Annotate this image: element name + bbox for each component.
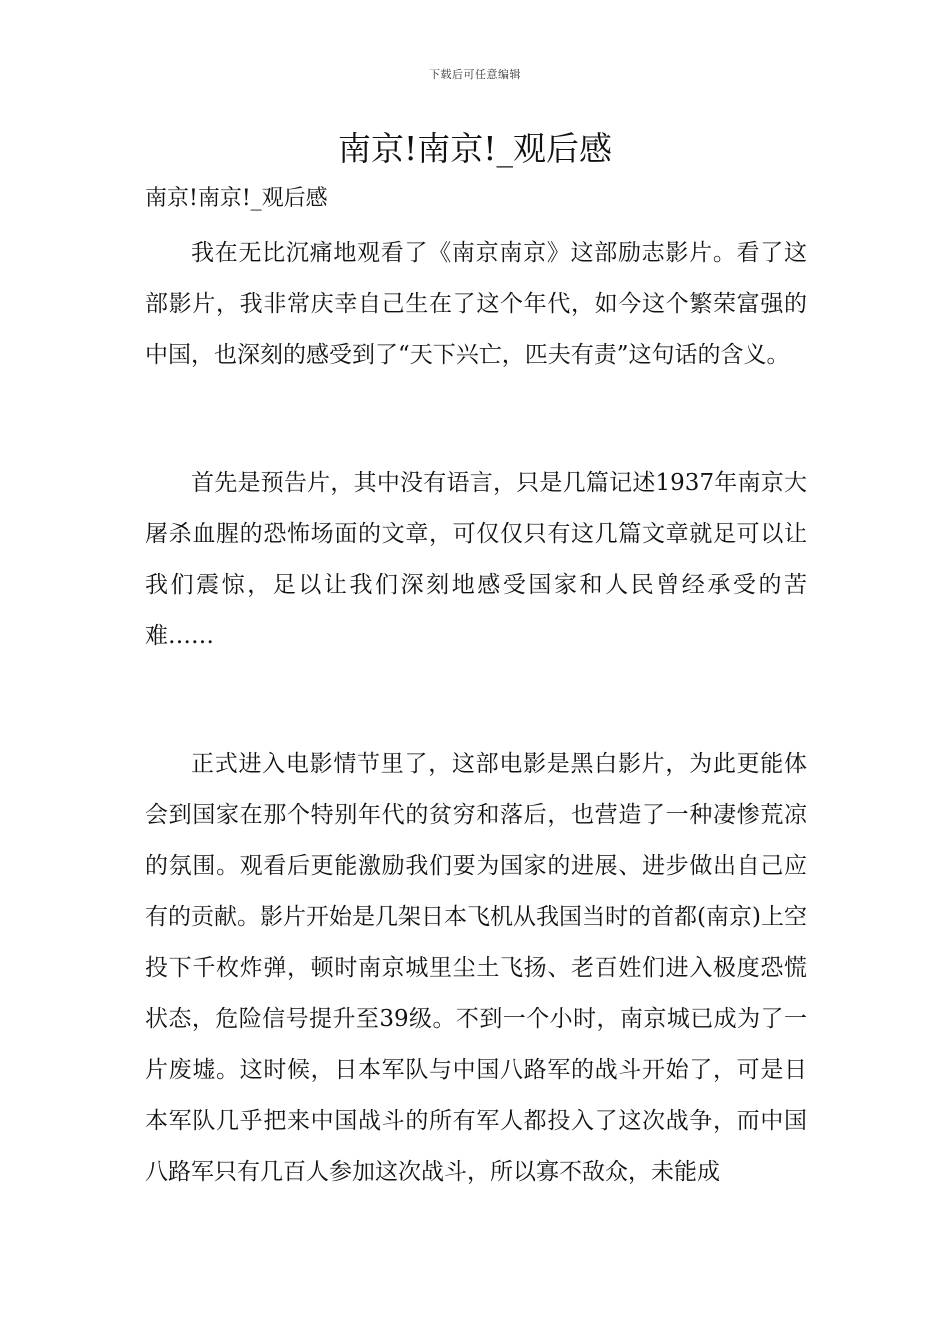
paragraph-1: 我在无比沉痛地观看了《南京南京》这部励志影片。看了这部影片，我非常庆幸自己生在了这个年代，如今这个繁荣富强的中国，也深刻的感受到了“天下兴亡，匹夫有责”这句话的含义。 — [145, 240, 807, 368]
document-subtitle: 南京!南京!_观后感 — [145, 186, 328, 211]
document-title: 南京!南京!_观后感 — [337, 129, 613, 168]
header-note: 下载后可任意编辑 — [429, 68, 521, 81]
paragraph-spacer — [145, 381, 807, 458]
paragraph-spacer — [145, 662, 807, 739]
paragraph-3: 正式进入电影情节里了，这部电影是黑白影片，为此更能体会到国家在那个特别年代的贫穷和落后，也营造了一种凄惨荒凉的氛围。观看后更能激励我们要为国家的进展、进步做出自己应有的贡献。影片开始是几架日本飞机从我国当时的首都(南京)上空投下千枚炸弹，顿时南京城里尘土飞扬、老百姓们进入极度恐慌状态，危险信号提升至39级。不到一个小时，南京城已成为了一片废墟。这时候，日本军队与中国八路军的战斗开始了，可是日本军队几乎把来中国战斗的所有军人都投入了这次战争，而中国八路军只有几百人参加这次战斗，所以寡不敌众，未能成 — [145, 751, 807, 1185]
document-body — [145, 181, 807, 1198]
paragraph-2: 首先是预告片，其中没有语言，只是几篇记述1937年南京大屠杀血腥的恐怖场面的文章，可仅仅只有这几篇文章就足可以让我们震惊，足以让我们深刻地感受国家和人民曾经承受的苦难…… — [145, 470, 807, 649]
